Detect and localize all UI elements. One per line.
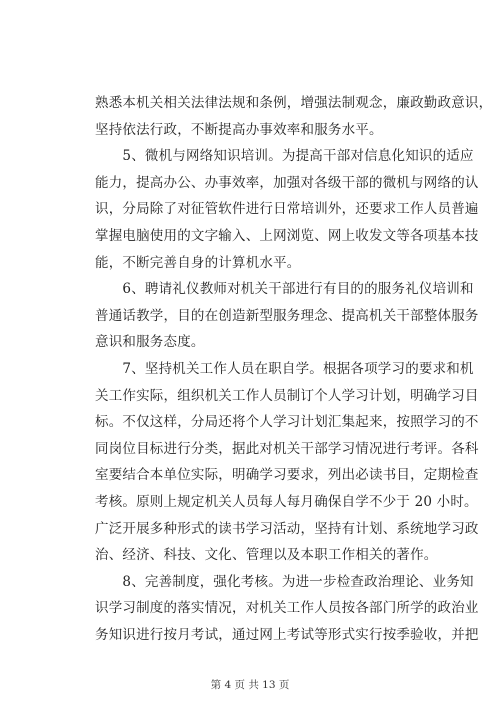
- text-line: 考核。原则上规定机关人员每人每月确保自学不少于 20 小时。: [95, 493, 478, 510]
- text-line: 识，分局除了对征管软件进行日常培训外，还要求工作人员普遍: [95, 201, 479, 218]
- text-line: 6、聘请礼仪教师对机关干部进行有目的的服务礼仪培训和: [95, 281, 474, 298]
- text-line: 掌握电脑使用的文字输入、上网浏览、网上收发文等各项基本技: [95, 227, 479, 244]
- text-line: 能力，提高办公、办事效率，加强对各级干部的微机与网络的认: [95, 174, 479, 191]
- text-line: 8、完善制度，强化考核。为进一步检查政治理论、业务知: [95, 573, 474, 590]
- text-line: 5、微机与网络知识培训。为提高干部对信息化知识的适应: [95, 148, 474, 165]
- page-number-footer: 第 4 页 共 13 页: [210, 679, 290, 691]
- text-line: 识学习制度的落实情况，对机关工作人员按各部门所学的政治业: [95, 600, 479, 617]
- document-body: [95, 90, 493, 648]
- text-line: 能，不断完善自身的计算机水平。: [95, 254, 301, 271]
- text-line: 普通话教学，目的在创造新型服务理念、提高机关干部整体服务: [95, 307, 479, 324]
- text-line: 坚持依法行政，不断提高办事效率和服务水平。: [95, 121, 383, 138]
- text-line: 务知识进行按月考试，通过网上考试等形式实行按季验收，并把: [95, 626, 479, 643]
- text-line: 室要结合本单位实际，明确学习要求，列出必读书目，定期检查: [95, 467, 479, 484]
- text-line: 广泛开展多种形式的读书学习活动，坚持有计划、系统地学习政: [95, 520, 479, 537]
- text-line: 治、经济、科技、文化、管理以及本职工作相关的著作。: [95, 547, 438, 564]
- text-line: 熟悉本机关相关法律法规和条例，增强法制观念，廉政勤政意识，: [95, 95, 493, 111]
- text-line: 同岗位目标进行分类，据此对机关干部学习情况进行考评。各科: [95, 440, 479, 457]
- text-line: 标。不仅这样，分局还将个人学习计划汇集起来，按照学习的不: [95, 414, 479, 431]
- text-line: 7、坚持机关工作人员在职自学。根据各项学习的要求和机: [95, 360, 474, 377]
- text-line: 关工作实际，组织机关工作人员制订个人学习计划，明确学习目: [95, 387, 479, 404]
- text-line: 意识和服务态度。: [95, 334, 205, 351]
